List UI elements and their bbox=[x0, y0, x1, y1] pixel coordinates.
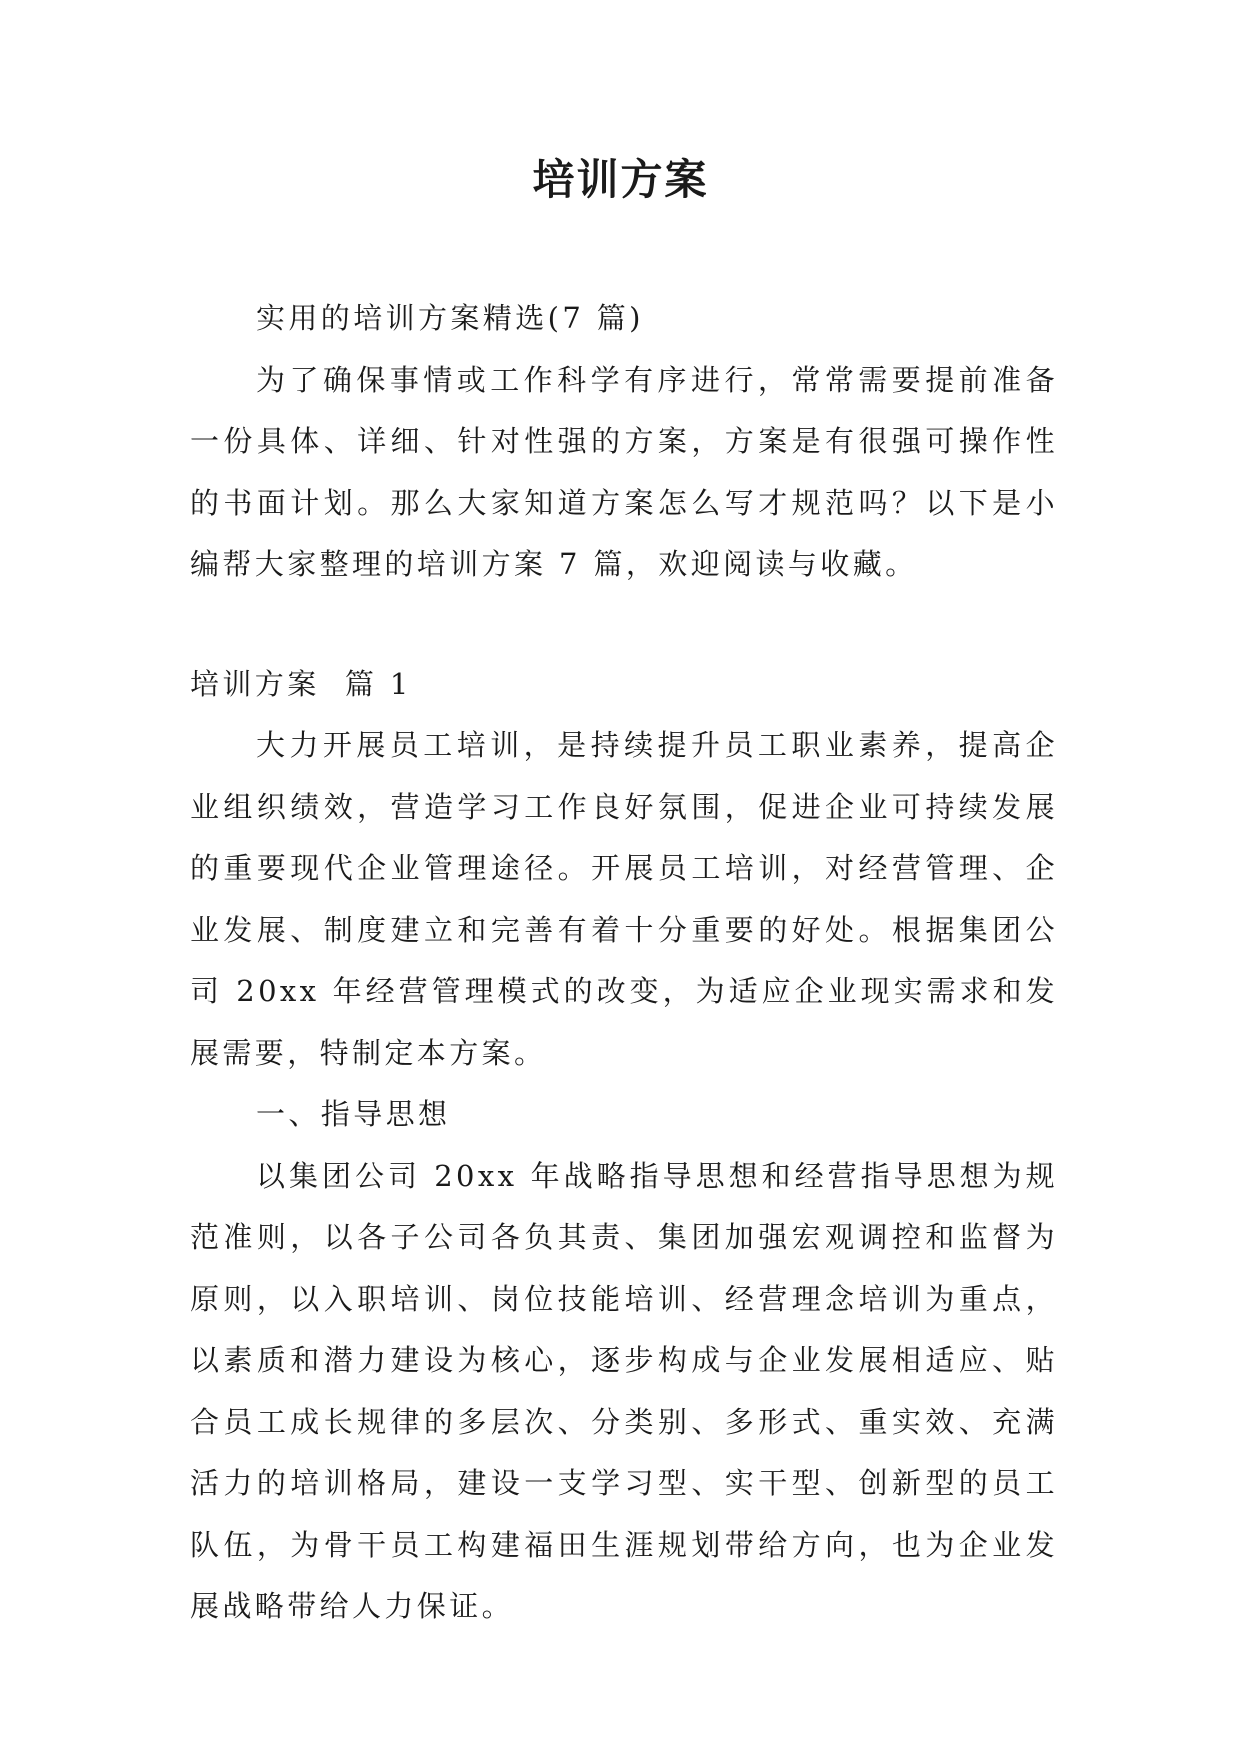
subheading-guiding-thought: 一、指导思想 bbox=[256, 1097, 451, 1131]
section-body-paragraph: 大力开展员工培训，是持续提升员工职业素养，提高企业组织绩效，营造学习工作良好氛围，促进企业可持续发展的重要现代企业管理途径。开展员工培训，对经营管理、企业发展、制度建立和完善有着十分重要的好处。根据集团公司 20xx 年经营管理模式的改变，为适应企业现实需求和发展需要，特制定本方案。 bbox=[190, 728, 1058, 1070]
section-heading: 培训方案 篇 1 bbox=[190, 666, 412, 701]
subtitle-paragraph: 实用的培训方案精选(7 篇) bbox=[256, 301, 644, 335]
document-title: 培训方案 bbox=[532, 155, 709, 204]
section-spacer bbox=[190, 596, 1058, 654]
intro-paragraph: 为了确保事情或工作科学有序进行，常常需要提前准备一份具体、详细、针对性强的方案，方案是有很强可操作性的书面计划。那么大家知道方案怎么写才规范吗？以下是小编帮大家整理的培训方案 7 篇，欢迎阅读与收藏。 bbox=[190, 362, 1058, 581]
document-body bbox=[190, 288, 1058, 1638]
guiding-thought-paragraph: 以集团公司 20xx 年战略指导思想和经营指导思想为规范准则，以各子公司各负其责、集团加强宏观调控和监督为原则，以入职培训、岗位技能培训、经营理念培训为重点，以素质和潜力建设为核心，逐步构成与企业发展相适应、贴合员工成长规律的多层次、分类别、多形式、重实效、充满活力的培训格局，建设一支学习型、实干型、创新型的员工队伍，为骨干员工构建福田生涯规划带给方向，也为企业发展战略带给人力保证。 bbox=[190, 1158, 1058, 1623]
